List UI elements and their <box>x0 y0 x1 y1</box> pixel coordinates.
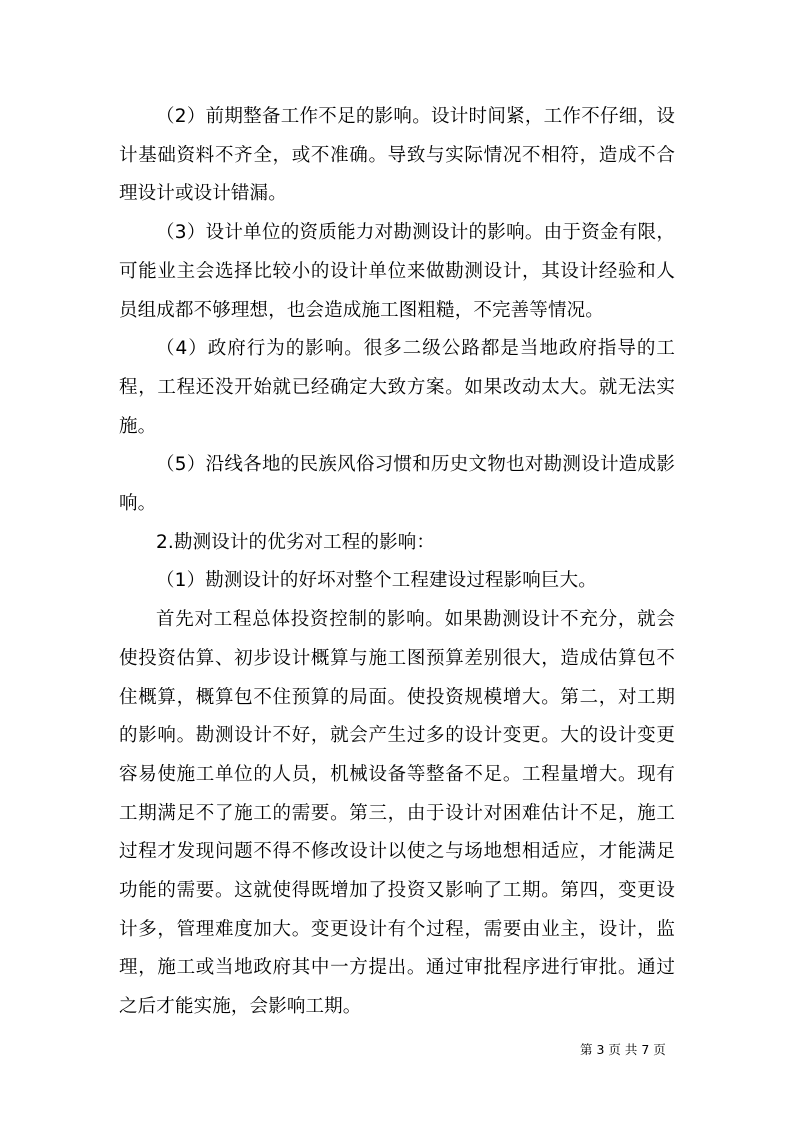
paragraph-government-behavior: （4）政府行为的影响。很多二级公路都是当地政府指导的工程，工程还没开始就已经确定大致方案。如果改动太大。就无法实施。 <box>119 338 675 437</box>
section-heading-design-quality-impact: 2.勘测设计的优劣对工程的影响： <box>156 531 436 553</box>
document-body <box>119 98 675 1027</box>
paragraph-investment-and-schedule-impact: 首先对工程总体投资控制的影响。如果勘测设计不充分，就会使投资估算、初步设计概算与施工图预算差别很大，造成估算包不住概算，概算包不住预算的局面。使投资规模增大。第二，对工期的影响。勘测设计不好，就会产生过多的设计变更。大的设计变更容易使施工单位的人员，机械设备等整备不足。工程量增大。现有工期满足不了施工的需要。第三，由于设计对困难估计不足，施工过程才发现问题不得不修改设计以使之与场地想相适应，才能满足功能的需要。这就使得既增加了投资又影响了工期。第四，变更设计多，管理难度加大。变更设计有个过程，需要由业主，设计，监理，施工或当地政府其中一方提出。通过审批程序进行审批。通过之后才能实施，会影响工期。 <box>119 609 675 1018</box>
paragraph-design-unit-qualification: （3）设计单位的资质能力对勘测设计的影响。由于资金有限，可能业主会选择比较小的设计单位来做勘测设计，其设计经验和人员组成都不够理想，也会造成施工图粗糙，不完善等情况。 <box>119 222 675 321</box>
paragraph-preparation-impact: （2）前期整备工作不足的影响。设计时间紧，工作不仔细，设计基础资料不齐全，或不准确。导致与实际情况不相符，造成不合理设计或设计错漏。 <box>119 106 675 205</box>
page-number-footer: 第 3 页 共 7 页 <box>580 1042 666 1057</box>
paragraph-customs-and-relics: （5）沿线各地的民族风俗习惯和历史文物也对勘测设计造成影响。 <box>119 454 675 515</box>
paragraph-subheading-huge-impact: （1）勘测设计的好坏对整个工程建设过程影响巨大。 <box>156 570 597 592</box>
